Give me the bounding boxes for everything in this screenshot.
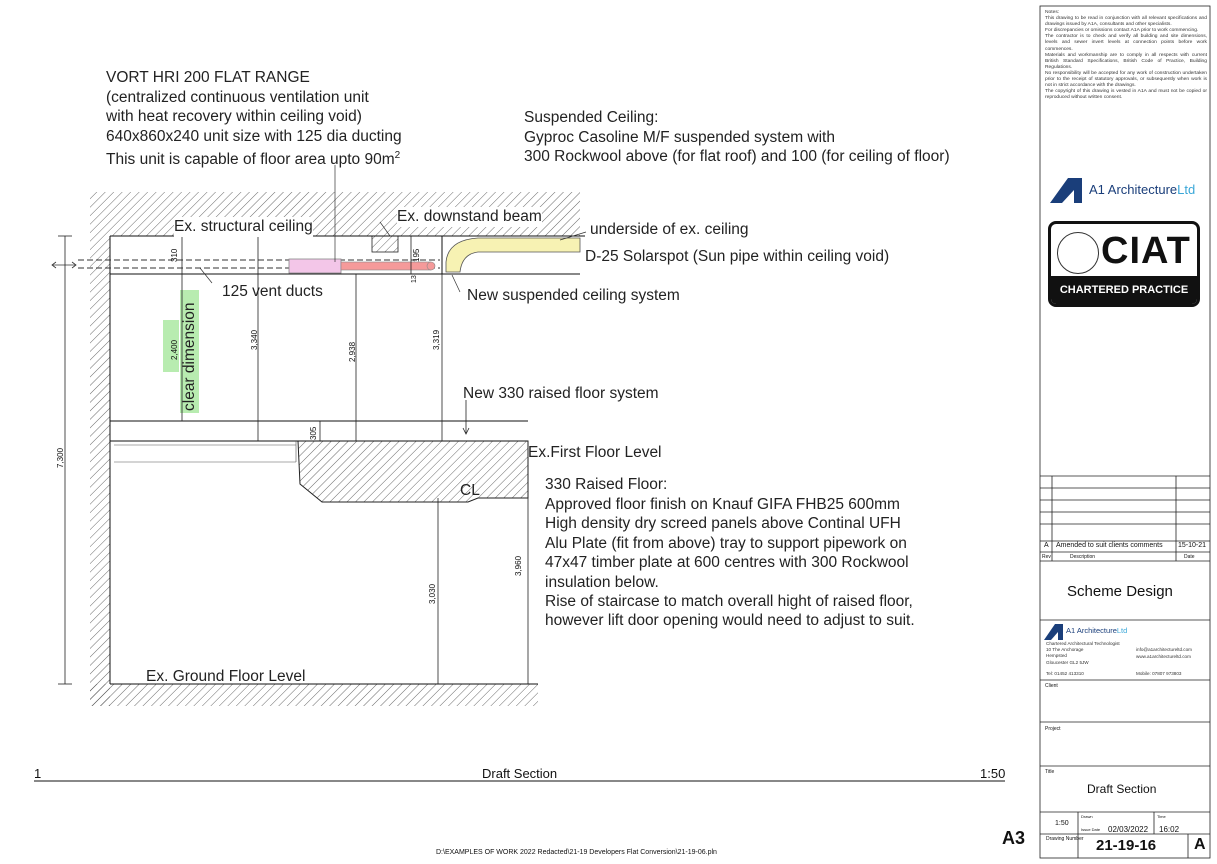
sheet-size: A3 [1002,828,1026,848]
raised-floor-note-line2: Approved floor finish on Knauf GIFA FHB25 600mm [545,496,900,513]
client-label: Client [1045,683,1058,689]
dim-310: 310 [170,248,179,262]
raised-floor-note-line7: Rise of staircase to match overall hight of raised floor, [545,593,913,610]
sun-pipe [446,238,580,272]
dim-195: 195 [412,248,421,262]
dim-3340: 3,340 [250,329,259,350]
dim-2400: 2,400 [170,339,179,360]
raised-floor-note-line6: insulation below. [545,574,659,591]
vent-unit-note-line1: VORT HRI 200 FLAT RANGE [106,69,310,86]
ciat-crest-icon [1057,232,1099,274]
issue-date-label: Issue Date [1081,827,1101,832]
raised-floor-note-line8: however lift door opening would need to adjust to suit. [545,612,915,629]
address-company: A1 ArchitectureLtd [1066,626,1128,635]
label-downstand-beam: Ex. downstand beam [397,208,542,225]
dim-3960: 3,960 [514,555,523,576]
drawing-status: Scheme Design [1067,583,1173,600]
address-line-2: 10 The Anchorage [1046,647,1084,652]
drawn-label: Drawn [1081,814,1093,819]
label-ground-floor-level: Ex. Ground Floor Level [146,668,306,685]
ciat-badge [1048,221,1200,307]
address-line-5: Tel: 01452 413310 [1046,671,1084,676]
label-clear-dimension: clear dimension [181,302,198,411]
ciat-band: CHARTERED PRACTICE [1051,276,1197,304]
ventilation-unit [289,259,341,273]
label-solarspot: D-25 Solarspot (Sun pipe within ceiling void) [585,248,890,265]
project-label: Project [1045,726,1061,732]
vent-unit-note-line2: (centralized continuous ventilation unit [106,89,369,106]
label-first-floor-level: Ex.First Floor Level [528,444,662,461]
rev-header-rev: Rev [1042,554,1051,560]
downstand-beam [372,236,398,252]
a1-logo-mark-small [1044,624,1063,640]
dim-305: 305 [309,426,318,440]
vent-unit-note-line3: with heat recovery within ceiling void) [106,108,362,125]
view-scale: 1:50 [980,766,1006,781]
raised-floor-note-line3: High density dry screed panels above Continal UFH [545,515,901,532]
drawing-number-label: Drawing Number [1046,836,1084,842]
left-wall-hatch [90,236,110,706]
address-website: www.a1architectureltd.com [1136,654,1191,659]
label-raised-floor-system: New 330 raised floor system [463,385,659,402]
label-underside-ceiling: underside of ex. ceiling [590,221,749,238]
ceiling-note-line1: Suspended Ceiling: [524,109,659,126]
first-floor-slab [298,441,528,502]
raised-floor-note-line4: Alu Plate (fit from above) tray to support pipework on [545,535,907,552]
dim-2938: 2,938 [348,341,357,362]
address-line-3: Hempsted [1046,653,1067,658]
rev-header-description: Description [1070,554,1096,560]
vent-unit-note-line4: 640x860x240 unit size with 125 dia ducting [106,128,402,145]
address-mobile: Mobile: 07807 973803 [1136,671,1182,676]
ciat-word: CIAT [1101,230,1191,272]
raised-floor-note-line1: 330 Raised Floor: [545,476,668,493]
drawing-number: 21-19-16 [1096,837,1157,854]
label-structural-ceiling: Ex. structural ceiling [174,218,313,235]
drawing-revision: A [1194,836,1206,853]
ground-slab-hatch [90,684,538,706]
ceiling-note-line3: 300 Rockwool above (for flat roof) and 100 (for ceiling of floor) [524,148,950,165]
a1-logo-mark [1050,178,1082,203]
ceiling-note-line2: Gyproc Casoline M/F suspended system with [524,129,835,146]
dim-7300: 7,300 [56,447,65,468]
raised-floor-note-line5: 47x47 timber plate at 600 centres with 300 Rockwool [545,554,909,571]
view-title: Draft Section [482,766,558,781]
rev-letter: A [1044,542,1049,549]
address-email: info@a1architectureltd.com [1136,647,1192,652]
file-path: D:\EXAMPLES OF WORK 2022 Redacted\21-19 Developers Flat Conversion\21-19-06.pln [436,849,717,856]
company-logo-text: A1 ArchitectureLtd [1089,182,1196,197]
title-block-title: Draft Section [1087,782,1157,796]
dim-3319: 3,319 [432,329,441,350]
title-block-scale: 1:50 [1055,820,1069,827]
view-number: 1 [34,766,42,781]
address-line-1: Chartered Architectural Technologist [1046,641,1120,646]
label-centre-line: CL [460,482,480,499]
rev-date: 15-10-21 [1178,542,1207,549]
title-label: Title [1045,769,1055,775]
issue-date: 02/03/2022 [1108,825,1149,834]
vent-unit-note-line5: This unit is capable of floor area upto $90m^2$ [106,150,401,169]
rev-description: Amended to suit clients comments [1056,542,1163,549]
label-vent-ducts: 125 vent ducts [222,283,323,300]
issue-time: 16:02 [1159,825,1180,834]
dim-13: 13 [411,275,418,283]
label-new-ceiling: New suspended ceiling system [467,287,680,304]
dim-3030: 3,030 [428,583,437,604]
rev-header-date: Date [1184,554,1195,560]
general-notes: Notes: This drawing to be read in conjunction with all relevant specifications and drawings issued by A1A, consultants and other specialists. For discrepancies or omissions contact A1A prior to work commencing. The contractor is to check and verify all building and site dimensions, levels and sewer invert levels at connection points before work commences. Materials and workmanship are to comply in all respects with current British Standard Specifications, British Code of Practice, Building Regulations. No responsibility will be accepted for any work of construction undertaken prior to the receipt of statutory approvals, or subsequently when work is not in strict accordance with the drawings. The copyright of this drawing is vested in A1A and must not be copied or reproduced without written consent. [1045,10,1207,101]
time-label: Time [1157,814,1166,819]
vent-duct [341,262,431,270]
address-line-4: Gloucester GL2 5JW [1046,660,1089,665]
